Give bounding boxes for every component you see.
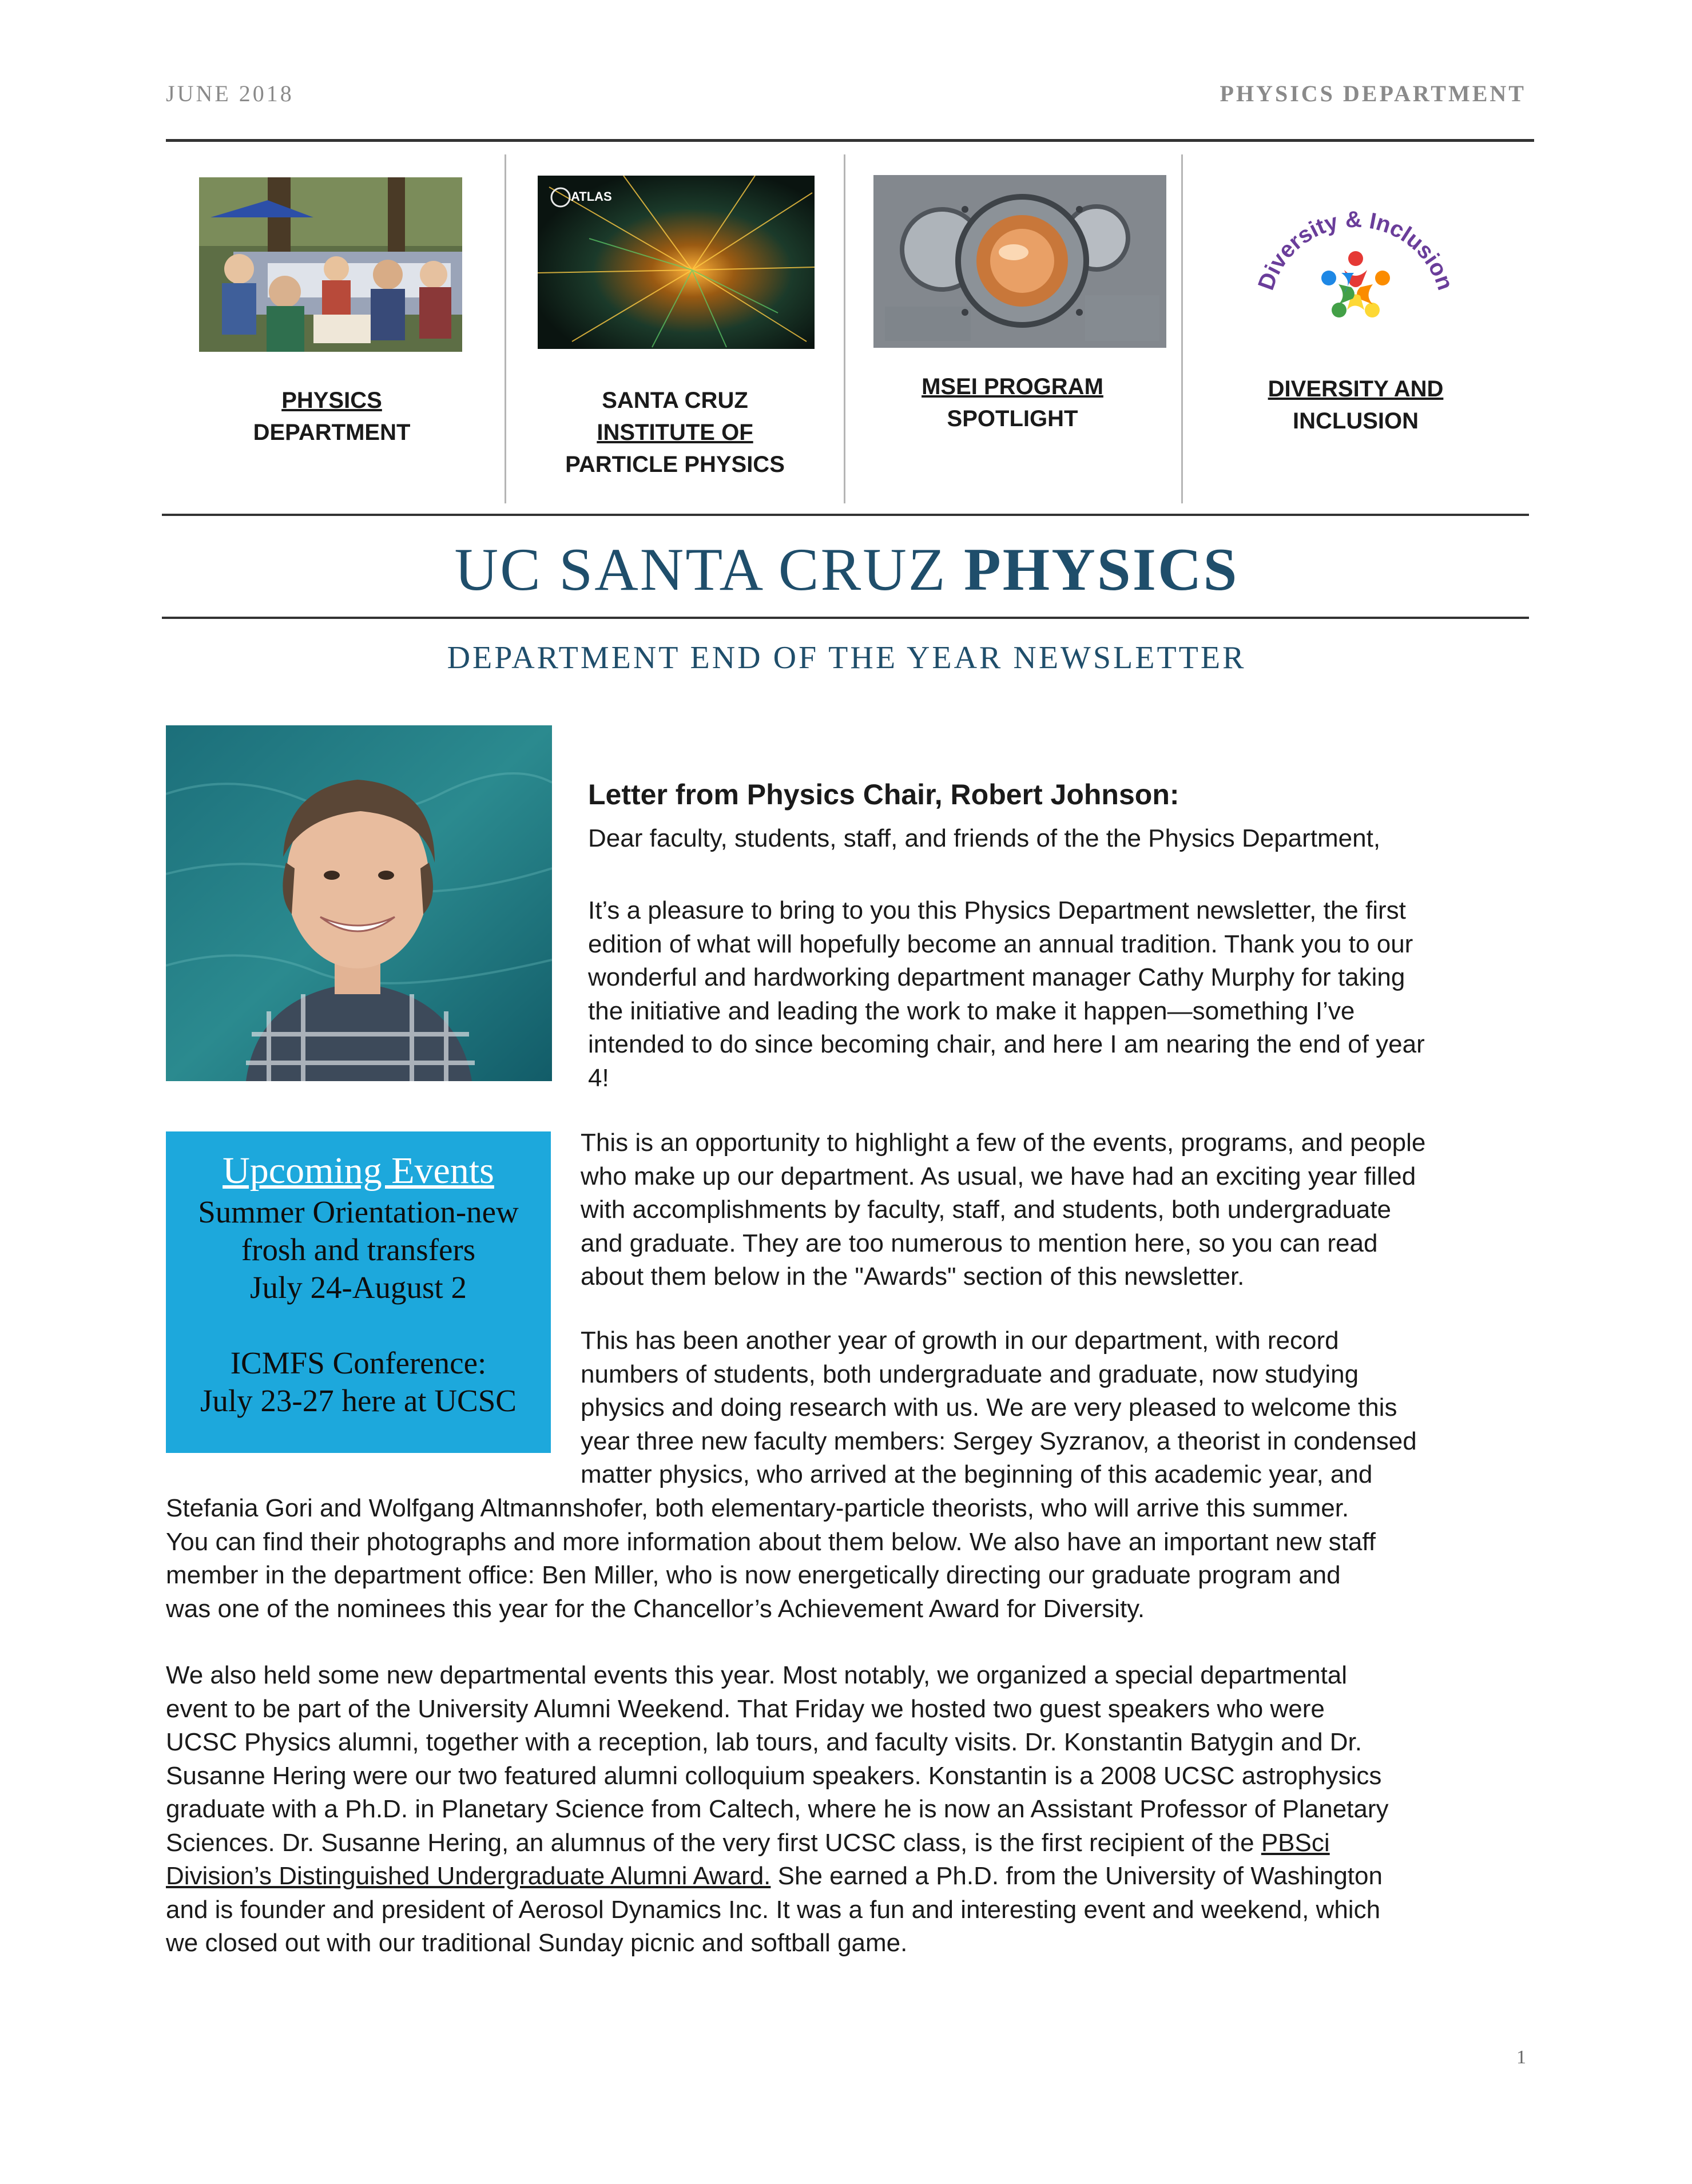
newsletter-subtitle: DEPARTMENT END OF THE YEAR NEWSLETTER <box>447 640 1246 676</box>
title-rule-top <box>162 514 1529 516</box>
pbsci-award-link[interactable]: PBSci <box>1261 1828 1330 1857</box>
letter-paragraph-3 <box>581 1324 1417 1492</box>
para3-line: was one of the nominees this year for the Chancellor’s Achievement Award for Diversity. <box>166 1594 1145 1623</box>
para3-line: matter physics, who arrived at the beginning of this academic year, and <box>581 1460 1373 1488</box>
para4-line: we closed out with our traditional Sunday picnic and softball game. <box>166 1929 908 1957</box>
tile-physics-department[interactable] <box>183 384 480 448</box>
para4-line: event to be part of the University Alumni Weekend. That Friday we hosted two guest speakers who were <box>166 1694 1325 1723</box>
picnic-photo[interactable] <box>199 177 462 352</box>
events-title[interactable]: Upcoming Events <box>223 1150 494 1192</box>
event-1-line: July 24-August 2 <box>250 1270 467 1305</box>
para1-line: edition of what will hopefully become an annual tradition. Thank you to our <box>588 930 1413 958</box>
para2-line: about them below in the "Awards" section of this newsletter. <box>581 1262 1245 1290</box>
para4-text: She earned a Ph.D. from the University of Washington <box>770 1862 1383 1890</box>
letter-heading: Letter from Physics Chair, Robert Johnson: <box>588 779 1179 811</box>
letter-paragraph-3-wide <box>166 1492 1376 1626</box>
para3-line: member in the department office: Ben Miller, who is now energetically directing our graduate program and <box>166 1561 1341 1589</box>
para4-line: Susanne Hering were our two featured alumni colloquium speakers. Konstantin is a 2008 UCSC astrophysics <box>166 1761 1382 1790</box>
tile-divider <box>844 154 845 503</box>
para4-line: graduate with a Ph.D. in Planetary Science from Caltech, where he is now an Assistant Professor of Planetary <box>166 1795 1389 1823</box>
event-1-line: frosh and transfers <box>241 1232 476 1267</box>
pbsci-award-link-cont[interactable]: Division’s Distinguished Undergraduate Alumni Award. <box>166 1862 771 1890</box>
tile-divider <box>505 154 506 503</box>
para3-line: year three new faculty members: Sergey Syzranov, a theorist in condensed <box>581 1427 1417 1455</box>
upcoming-events-box <box>166 1131 551 1453</box>
diversity-inclusion-logo[interactable] <box>1247 178 1464 350</box>
tile-diversity-line1[interactable]: DIVERSITY AND <box>1268 376 1444 402</box>
atlas-event-image[interactable] <box>538 176 815 349</box>
title-bold: PHYSICS <box>964 536 1239 603</box>
tile-physics-line1[interactable]: PHYSICS <box>281 388 382 413</box>
event-1-line: Summer Orientation-new <box>198 1194 519 1229</box>
atlas-logo-text: ATLAS <box>571 189 612 204</box>
title-rule-bottom <box>162 617 1529 619</box>
para1-line: the initiative and leading the work to make it happen—something I’ve <box>588 996 1355 1025</box>
letter-paragraph-4 <box>166 1659 1389 1960</box>
header-rule <box>166 139 1534 142</box>
newsletter-title <box>163 535 1530 605</box>
para4-line: We also held some new departmental events this year. Most notably, we organized a special departmental <box>166 1661 1348 1689</box>
tile-divider <box>1181 154 1183 503</box>
letter-paragraph-1 <box>588 894 1425 1095</box>
para3-line: Stefania Gori and Wolfgang Altmannshofer, both elementary-particle theorists, who will arrive this summer. <box>166 1494 1349 1522</box>
title-light: UC SANTA CRUZ <box>454 536 947 603</box>
para2-line: with accomplishments by faculty, staff, and students, both undergraduate <box>581 1196 1391 1224</box>
event-2-line: ICMFS Conference: <box>230 1345 487 1380</box>
tile-msei-line2: SPOTLIGHT <box>947 406 1078 431</box>
para2-line: This is an opportunity to highlight a few of the events, programs, and people <box>581 1129 1426 1157</box>
para1-line: intended to do since becoming chair, and here I am nearing the end of year <box>588 1030 1425 1058</box>
para2-line: and graduate. They are too numerous to mention here, so you can read <box>581 1229 1378 1257</box>
para1-line: 4! <box>588 1063 609 1092</box>
tile-diversity[interactable] <box>1195 373 1516 437</box>
para4-line: UCSC Physics alumni, together with a reception, lab tours, and faculty visits. Dr. Konstantin Batygin and Dr. <box>166 1728 1362 1756</box>
tile-scipp-line1: SANTA CRUZ <box>602 388 748 413</box>
para4-text: Sciences. Dr. Susanne Hering, an alumnus of the very first UCSC class, is the first recipient of the <box>166 1828 1261 1857</box>
para4-line: and is founder and president of Aerosol Dynamics Inc. It was a fun and interesting event and weekend, which <box>166 1895 1381 1924</box>
tile-msei[interactable] <box>852 371 1173 435</box>
para3-line: This has been another year of growth in our department, with record <box>581 1327 1339 1355</box>
letter-paragraph-2 <box>581 1126 1425 1294</box>
salutation-text: Dear faculty, students, staff, and friends of the the Physics Department, <box>588 824 1381 852</box>
chair-portrait <box>166 725 552 1081</box>
tile-diversity-line2: INCLUSION <box>1293 408 1419 434</box>
tile-scipp[interactable] <box>515 384 835 481</box>
tile-scipp-line3: PARTICLE PHYSICS <box>565 452 785 477</box>
para1-line: wonderful and hardworking department manager Cathy Murphy for taking <box>588 963 1405 991</box>
msei-chamber-photo[interactable] <box>873 175 1166 348</box>
tile-scipp-line2[interactable]: INSTITUTE OF <box>597 420 753 445</box>
para2-line: who make up our department. As usual, we have had an exciting year filled <box>581 1162 1416 1190</box>
logo-arc-text: Diversity & Inclusion <box>1253 207 1458 293</box>
para3-line: You can find their photographs and more information about them below. We also have an important new staff <box>166 1527 1376 1556</box>
para4-line <box>166 1826 1389 1860</box>
para4-line <box>166 1860 1389 1893</box>
page-number: 1 <box>1516 2047 1526 2068</box>
para1-line: It’s a pleasure to bring to you this Physics Department newsletter, the first <box>588 896 1406 924</box>
event-2-line: July 23-27 here at UCSC <box>200 1383 517 1418</box>
events-spacer <box>166 1307 551 1344</box>
header-department: PHYSICS DEPARTMENT <box>1220 81 1526 106</box>
tile-msei-line1[interactable]: MSEI PROGRAM <box>922 374 1103 399</box>
letter-salutation <box>588 822 1380 856</box>
para3-line: numbers of students, both undergraduate and graduate, now studying <box>581 1360 1359 1388</box>
issue-date: JUNE 2018 <box>166 81 294 106</box>
para3-line: physics and doing research with us. We are very pleased to welcome this <box>581 1393 1397 1421</box>
tile-physics-line2: DEPARTMENT <box>253 420 411 445</box>
